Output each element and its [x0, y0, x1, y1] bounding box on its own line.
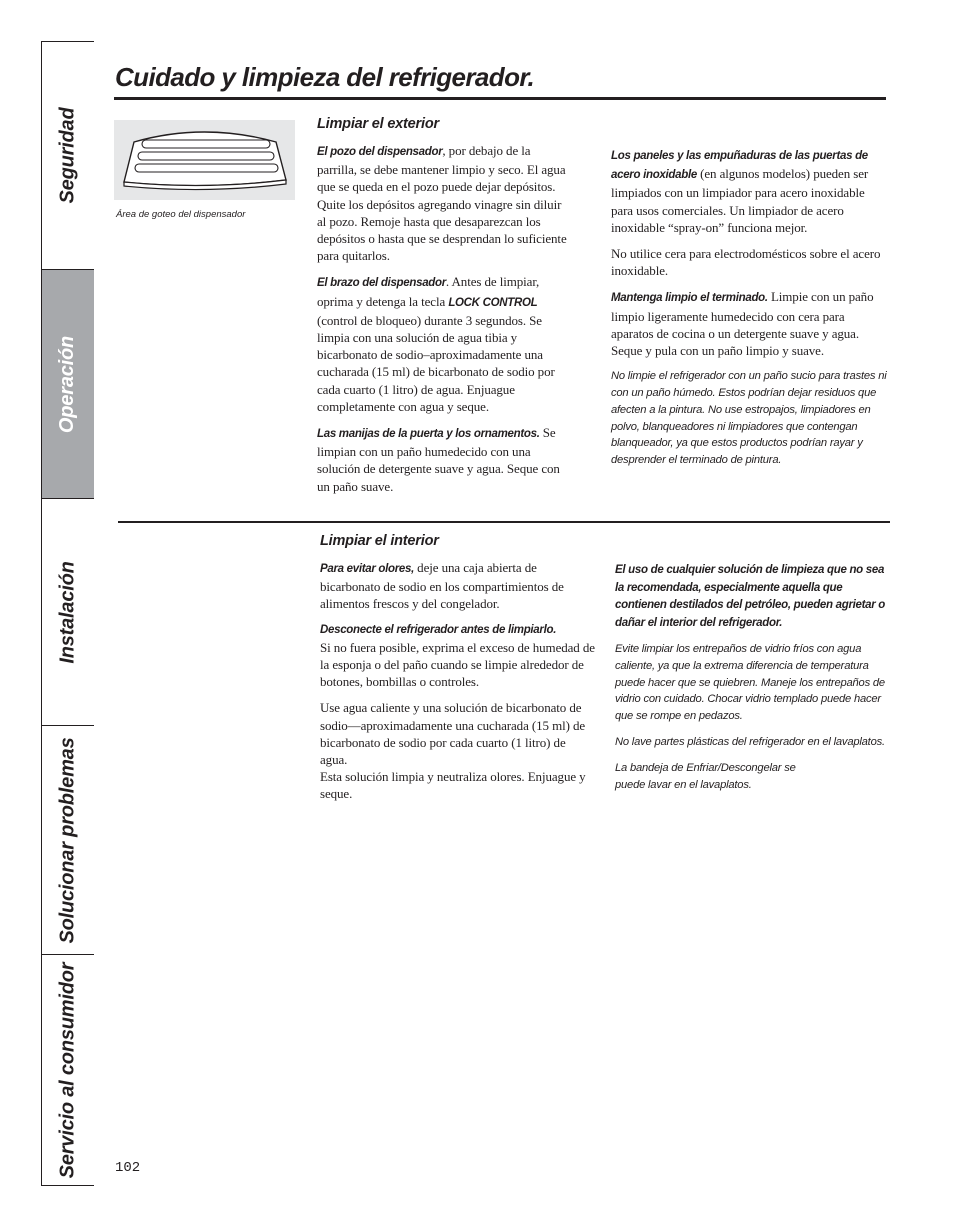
door-handles-paragraph: [317, 424, 567, 495]
dispenser-arm-lead: El brazo del dispensador: [317, 277, 446, 290]
warm-water-paragraph: [320, 699, 595, 802]
dispenser-arm-text-b: (control de bloqueo) durante 3 segundos. Se limpia con una solución de agua tibia y bicarbonato de sodio–aproximadamente una cucharada (15 ml) de bicarbonato de sodio por cada cuarto (1 litro) de agua. Enjuague completamente con agua y seque.: [317, 312, 555, 414]
avoid-odors-paragraph: [320, 559, 595, 613]
tab-seguridad-label: Seguridad: [56, 107, 79, 204]
exterior-column-2: [611, 146, 889, 478]
tab-servicio-al-consumidor[interactable]: [42, 955, 94, 1185]
tab-solucionar-problemas[interactable]: [42, 726, 94, 955]
tab-solucionar-problemas-label: Solucionar problemas: [56, 736, 79, 944]
glass-shelves-note: Evite limpiar los entrepaños de vidrio fríos con agua caliente, ya que la extrema diferencia de temperatura puede hacer que se quiebren. Maneje los entrepaños de vidrio con cuidado. Chocar vidrio templado puede hacer que se rompe en pedazos.: [615, 643, 885, 723]
section-divider: [118, 521, 890, 523]
keep-finish-clean-lead: Mantenga limpio el terminado.: [611, 292, 768, 305]
plastic-parts-note: No lave partes plásticas del refrigerador en el lavaplatos.: [615, 735, 885, 748]
unplug-paragraph: [320, 622, 595, 691]
interior-column-2: [615, 562, 890, 802]
tab-instalacion-label: Instalación: [56, 560, 79, 664]
unplug-text: Si no fuera posible, exprima el exceso de humedad de la esponja o del paño cuando se limpie alrededor de botones, bombillas o controles.: [320, 639, 595, 690]
lock-control-key-label: LOCK CONTROL: [448, 296, 538, 309]
avoid-odors-text: deje una caja abierta de bicarbonato de sodio en los compartimientos de alimentos frescos y del congelador.: [320, 560, 564, 612]
tab-operacion-label: Operación: [56, 335, 79, 433]
chill-thaw-pan-note: La bandeja de Enfriar/Descongelar se puede lavar en el lavaplatos.: [615, 761, 796, 791]
door-handles-lead: Las manijas de la puerta y los ornamentos.: [317, 428, 540, 441]
no-wax-paragraph: No utilice cera para electrodomésticos sobre el acero inoxidable.: [611, 246, 881, 279]
dispenser-drip-tray-figure: [114, 120, 295, 200]
section-tab-bar: [41, 41, 94, 1186]
dispenser-well-text: , por debajo de la parrilla, se debe mantener limpio y seco. El agua que se queda en el pozo puede dejar depósitos. Quite los depósitos agregando vinagre sin diluir al pozo. Remoje hasta que desaparezcan los depósitos o hasta que se desprendan lo suficiente para quitarlos.: [317, 143, 567, 264]
title-rule: [114, 97, 886, 100]
interior-heading: Limpiar el interior: [320, 533, 439, 549]
tab-instalacion[interactable]: [42, 499, 94, 726]
page-number: 102: [115, 1160, 141, 1176]
warm-water-text: Use agua caliente y una solución de bicarbonato de sodio—aproximadamente una cucharada (15 ml) de bicarbonato de sodio por cada cuarto (1 litro) de agua.: [320, 700, 586, 768]
dispenser-arm-text-a: . Antes de limpiar, oprima y detenga la tecla: [317, 274, 540, 309]
warm-water-text-b: Esta solución limpia y neutraliza olores. Enjuague y seque.: [320, 769, 586, 802]
dispenser-well-lead: El pozo del dispensador: [317, 146, 443, 158]
exterior-heading: Limpiar el exterior: [317, 116, 439, 132]
stainless-panels-text: (en algunos modelos) pueden ser limpiados con un limpiador para acero inoxidable para usos comerciales. Un limpiador de acero inoxidable “spray-on” funciona mejor.: [611, 166, 869, 235]
figure-caption: Área de goteo del dispensador: [116, 209, 246, 220]
dirty-cloth-note: No limpie el refrigerador con un paño sucio para trastes ni con un paño húmedo. Estos podrían dejar residuos que afecten a la pintura. No use estropajos, limpiadores en polvo, blanqueadores ni limpiadores que contengan blanqueador, ya que estos productos podrían rayar y desprender el terminado de pintura.: [611, 370, 887, 467]
drip-tray-illustration: [114, 120, 295, 200]
door-handles-text: Se limpian con un paño humedecido con una solución de detergente suave y agua. Seque con un paño suave.: [317, 425, 560, 494]
interior-column-1: [320, 533, 595, 812]
stainless-panels-lead: Los paneles y las empuñaduras de las puertas de acero inoxidable: [611, 150, 868, 182]
tab-operacion[interactable]: [42, 270, 94, 499]
dispenser-arm-paragraph: [317, 273, 567, 415]
exterior-column-1: [317, 116, 567, 504]
tab-servicio-al-consumidor-label: Servicio al consumidor: [56, 962, 79, 1178]
dispenser-well-paragraph: [317, 142, 567, 264]
stainless-panels-paragraph: [611, 146, 889, 236]
cleaning-solution-warning: El uso de cualquier solución de limpieza que no sea la recomendada, especialmente aquella que contienen destilados del petróleo, pueden agrietar o dañar el interior del refrigerador.: [615, 564, 886, 629]
keep-finish-clean-text: Limpie con un paño limpio ligeramente humedecido con cera para aparatos de cocina o un detergente suave y agua. Seque y pula con un paño limpio y suave.: [611, 289, 874, 359]
avoid-odors-lead: Para evitar olores,: [320, 563, 415, 575]
unplug-lead: Desconecte el refrigerador antes de limpiarlo.: [320, 623, 557, 636]
tab-seguridad[interactable]: [42, 42, 94, 270]
page-title: Cuidado y limpieza del refrigerador.: [115, 62, 535, 92]
keep-finish-clean-paragraph: [611, 288, 889, 359]
